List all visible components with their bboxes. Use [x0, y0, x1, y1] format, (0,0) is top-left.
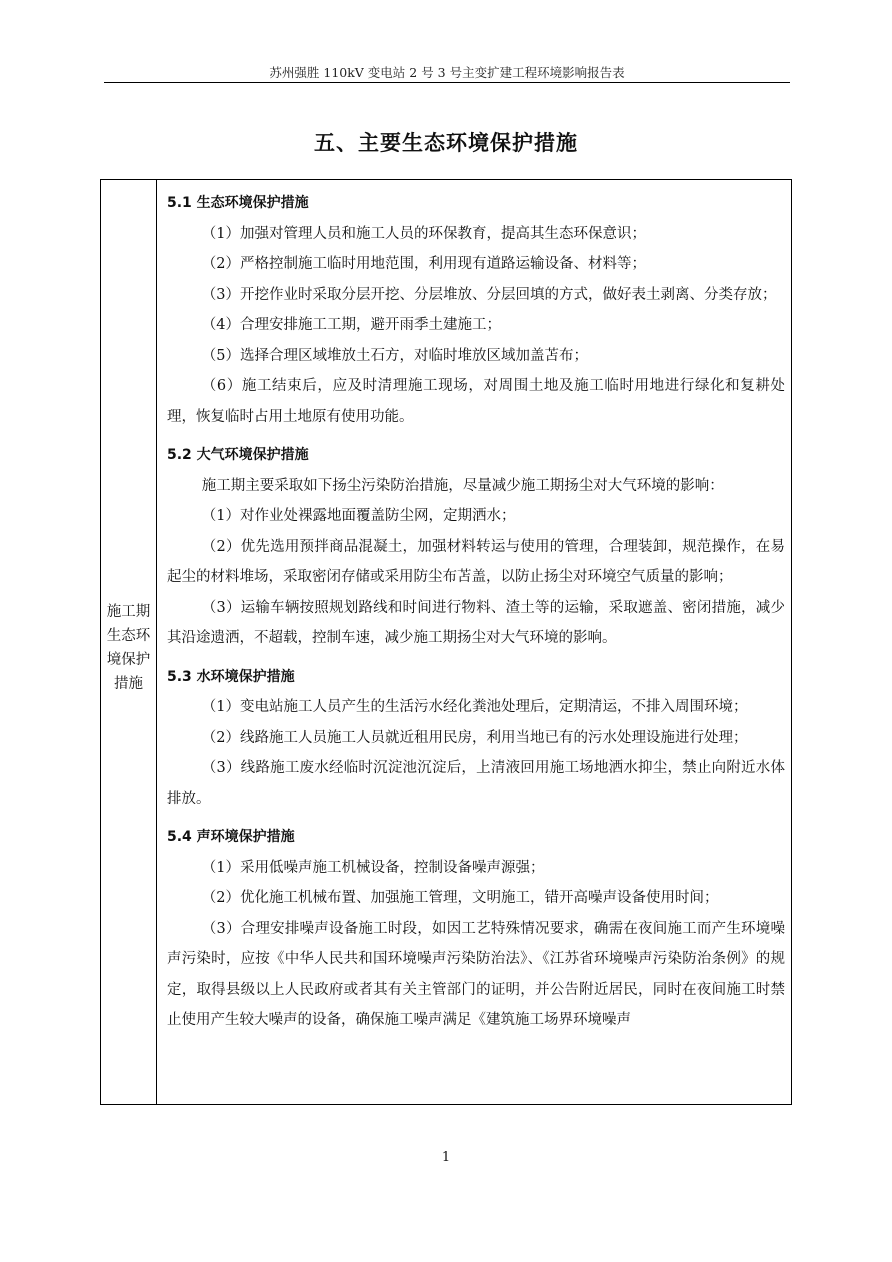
- section-heading-air: 5.2 大气环境保护措施: [167, 447, 309, 463]
- paragraph: （6）施工结束后，应及时清理施工现场，对周围土地及施工临时用地进行绿化和复耕处理，恢复临时占用土地原有使用功能。: [167, 378, 785, 425]
- section-gap: [167, 814, 785, 822]
- paragraph: （2）优化施工机械布置、加强施工管理，文明施工，错开高噪声设备使用时间；: [201, 890, 719, 906]
- measures-table: [100, 179, 792, 1105]
- running-header: 苏州强胜 110kV 变电站 2 号 3 号主变扩建工程环境影响报告表: [269, 65, 625, 80]
- measures-content: [167, 188, 785, 1036]
- category-label-line: 措施: [114, 676, 143, 692]
- paragraph: （2）线路施工人员施工人员就近租用民房，利用当地已有的污水处理设施进行处理；: [201, 729, 748, 746]
- paragraph: （1）加强对管理人员和施工人员的环保教育，提高其生态环保意识；: [201, 225, 647, 242]
- paragraph: （3）开挖作业时采取分层开挖、分层堆放、分层回填的方式，做好表土剥离、分类存放；: [201, 286, 777, 303]
- paragraph: （3）运输车辆按照规划路线和时间进行物料、渣土等的运输，采取遮盖、密闭措施，减少其沿途遗洒，不超载，控制车速，减少施工期扬尘对大气环境的影响。: [167, 599, 785, 646]
- section-gap: [167, 432, 785, 440]
- paragraph: 施工期主要采取如下扬尘污染防治措施，尽量减少施工期扬尘对大气环境的影响：: [201, 477, 724, 494]
- category-cell: [101, 180, 157, 1104]
- paragraph: （1）采用低噪声施工机械设备，控制设备噪声源强；: [201, 859, 545, 876]
- page-number: 1: [441, 1150, 451, 1165]
- category-label-line: 施工期: [106, 604, 151, 620]
- section-heading-ecology: 5.1 生态环境保护措施: [167, 195, 309, 211]
- category-label-line: 境保护: [106, 652, 151, 668]
- section-gap: [167, 654, 785, 662]
- header-rule: [104, 82, 790, 83]
- paragraph: （4）合理安排施工工期，避开雨季土建施工；: [201, 317, 502, 333]
- paragraph: （5）选择合理区域堆放土石方，对临时堆放区域加盖苫布；: [201, 347, 589, 364]
- paragraph: （1）对作业处裸露地面覆盖防尘网，定期洒水；: [201, 508, 516, 524]
- paragraph: （1）变电站施工人员产生的生活污水经化粪池处理后，定期清运，不排入周围环境；: [201, 699, 748, 715]
- paragraph: （2）严格控制施工临时用地范围，利用现有道路运输设备、材料等；: [201, 256, 647, 272]
- section-heading-noise: 5.4 声环境保护措施: [167, 829, 295, 845]
- paragraph: （2）优先选用预拌商品混凝土，加强材料转运与使用的管理，合理装卸，规范操作，在易起尘的材料堆场，采取密闭存储或采用防尘布苫盖，以防止扬尘对环境空气质量的影响；: [167, 538, 785, 585]
- section-heading-water: 5.3 水环境保护措施: [167, 668, 295, 685]
- paragraph: （3）线路施工废水经临时沉淀池沉淀后，上清液回用施工场地洒水抑尘，禁止向附近水体排放。: [167, 760, 785, 807]
- category-label: [101, 600, 156, 696]
- category-label-line: 生态环: [106, 628, 151, 644]
- paragraph: （3）合理安排噪声设备施工时段，如因工艺特殊情况要求，确需在夜间施工而产生环境噪声污染时，应按《中华人民共和国环境噪声污染防治法》、《江苏省环境噪声污染防治条例》的规定，取得县级以上人民政府或者其有关主管部门的证明，并公告附近居民，同时在夜间施工时禁止使用产生较大噪声的设备，确保施工噪声满足《建筑施工场界环境噪声: [167, 920, 785, 1028]
- section-title: 五、主要生态环境保护措施: [314, 131, 578, 155]
